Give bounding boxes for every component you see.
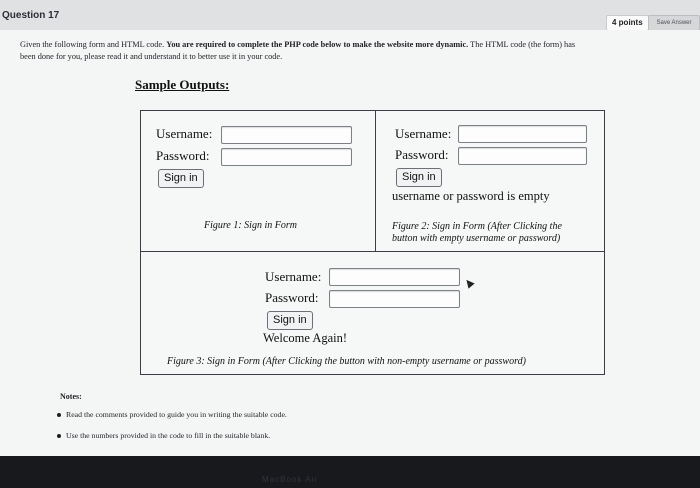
fig1-username-input[interactable] [221, 126, 352, 144]
fig2-username-label: Username: [395, 126, 452, 141]
note-item: Read the comments provided to guide you in writing the suitable code. [66, 410, 287, 420]
prompt-line2: been done for you, please read it and understand it to better use it in your code. [20, 52, 283, 61]
points-badge: 4 points [606, 15, 649, 31]
device-watermark: MacBook Air [262, 475, 318, 484]
fig1-username-label: Username: [156, 126, 213, 141]
fig3-username-label: Username: [265, 269, 322, 284]
fig2-caption-line2: button with empty username or password) [392, 233, 561, 244]
laptop-bezel [0, 456, 700, 488]
fig1-caption: Figure 1: Sign in Form [204, 220, 297, 231]
prompt-emphasis: You are required to complete the PHP code below to make the website more dynamic. [166, 40, 469, 49]
prompt-lead: Given the following form and HTML code. [20, 40, 167, 49]
fig3-welcome-message: Welcome Again! [263, 331, 348, 345]
fig1-sign-in-button[interactable]: Sign in [158, 169, 204, 188]
question-title: Question 17 [2, 10, 60, 21]
question-prompt [20, 39, 685, 63]
fig3-username-input[interactable] [329, 268, 460, 286]
save-answer-button[interactable]: Save Answer [648, 15, 700, 31]
fig3-caption: Figure 3: Sign in Form (After Clicking the button with non-empty username or password) [167, 356, 526, 367]
fig3-sign-in-button[interactable]: Sign in [267, 311, 313, 330]
fig2-password-input[interactable] [458, 147, 587, 165]
note-item: Use the numbers provided in the code to fill in the suitable blank. [66, 431, 270, 441]
fig1-password-label: Password: [156, 148, 210, 163]
table-vertical-divider [375, 111, 376, 251]
fig2-password-label: Password: [395, 147, 449, 162]
fig2-username-input[interactable] [458, 125, 587, 143]
fig3-password-label: Password: [265, 290, 319, 305]
table-horizontal-divider [141, 251, 604, 252]
notes-title: Notes: [60, 392, 82, 401]
fig1-password-input[interactable] [221, 148, 352, 166]
question-header [0, 0, 700, 30]
fig2-caption-line1: Figure 2: Sign in Form (After Clicking the [392, 221, 562, 232]
sample-outputs-table [140, 110, 605, 375]
bullet-icon [57, 413, 61, 417]
prompt-line1-tail: The HTML code (the form) has [468, 40, 576, 49]
sample-outputs-heading: Sample Outputs: [135, 77, 230, 92]
fig2-sign-in-button[interactable]: Sign in [396, 168, 442, 187]
fig2-error-message: username or password is empty [392, 189, 550, 203]
fig3-password-input[interactable] [329, 290, 460, 308]
bullet-icon [57, 434, 61, 438]
